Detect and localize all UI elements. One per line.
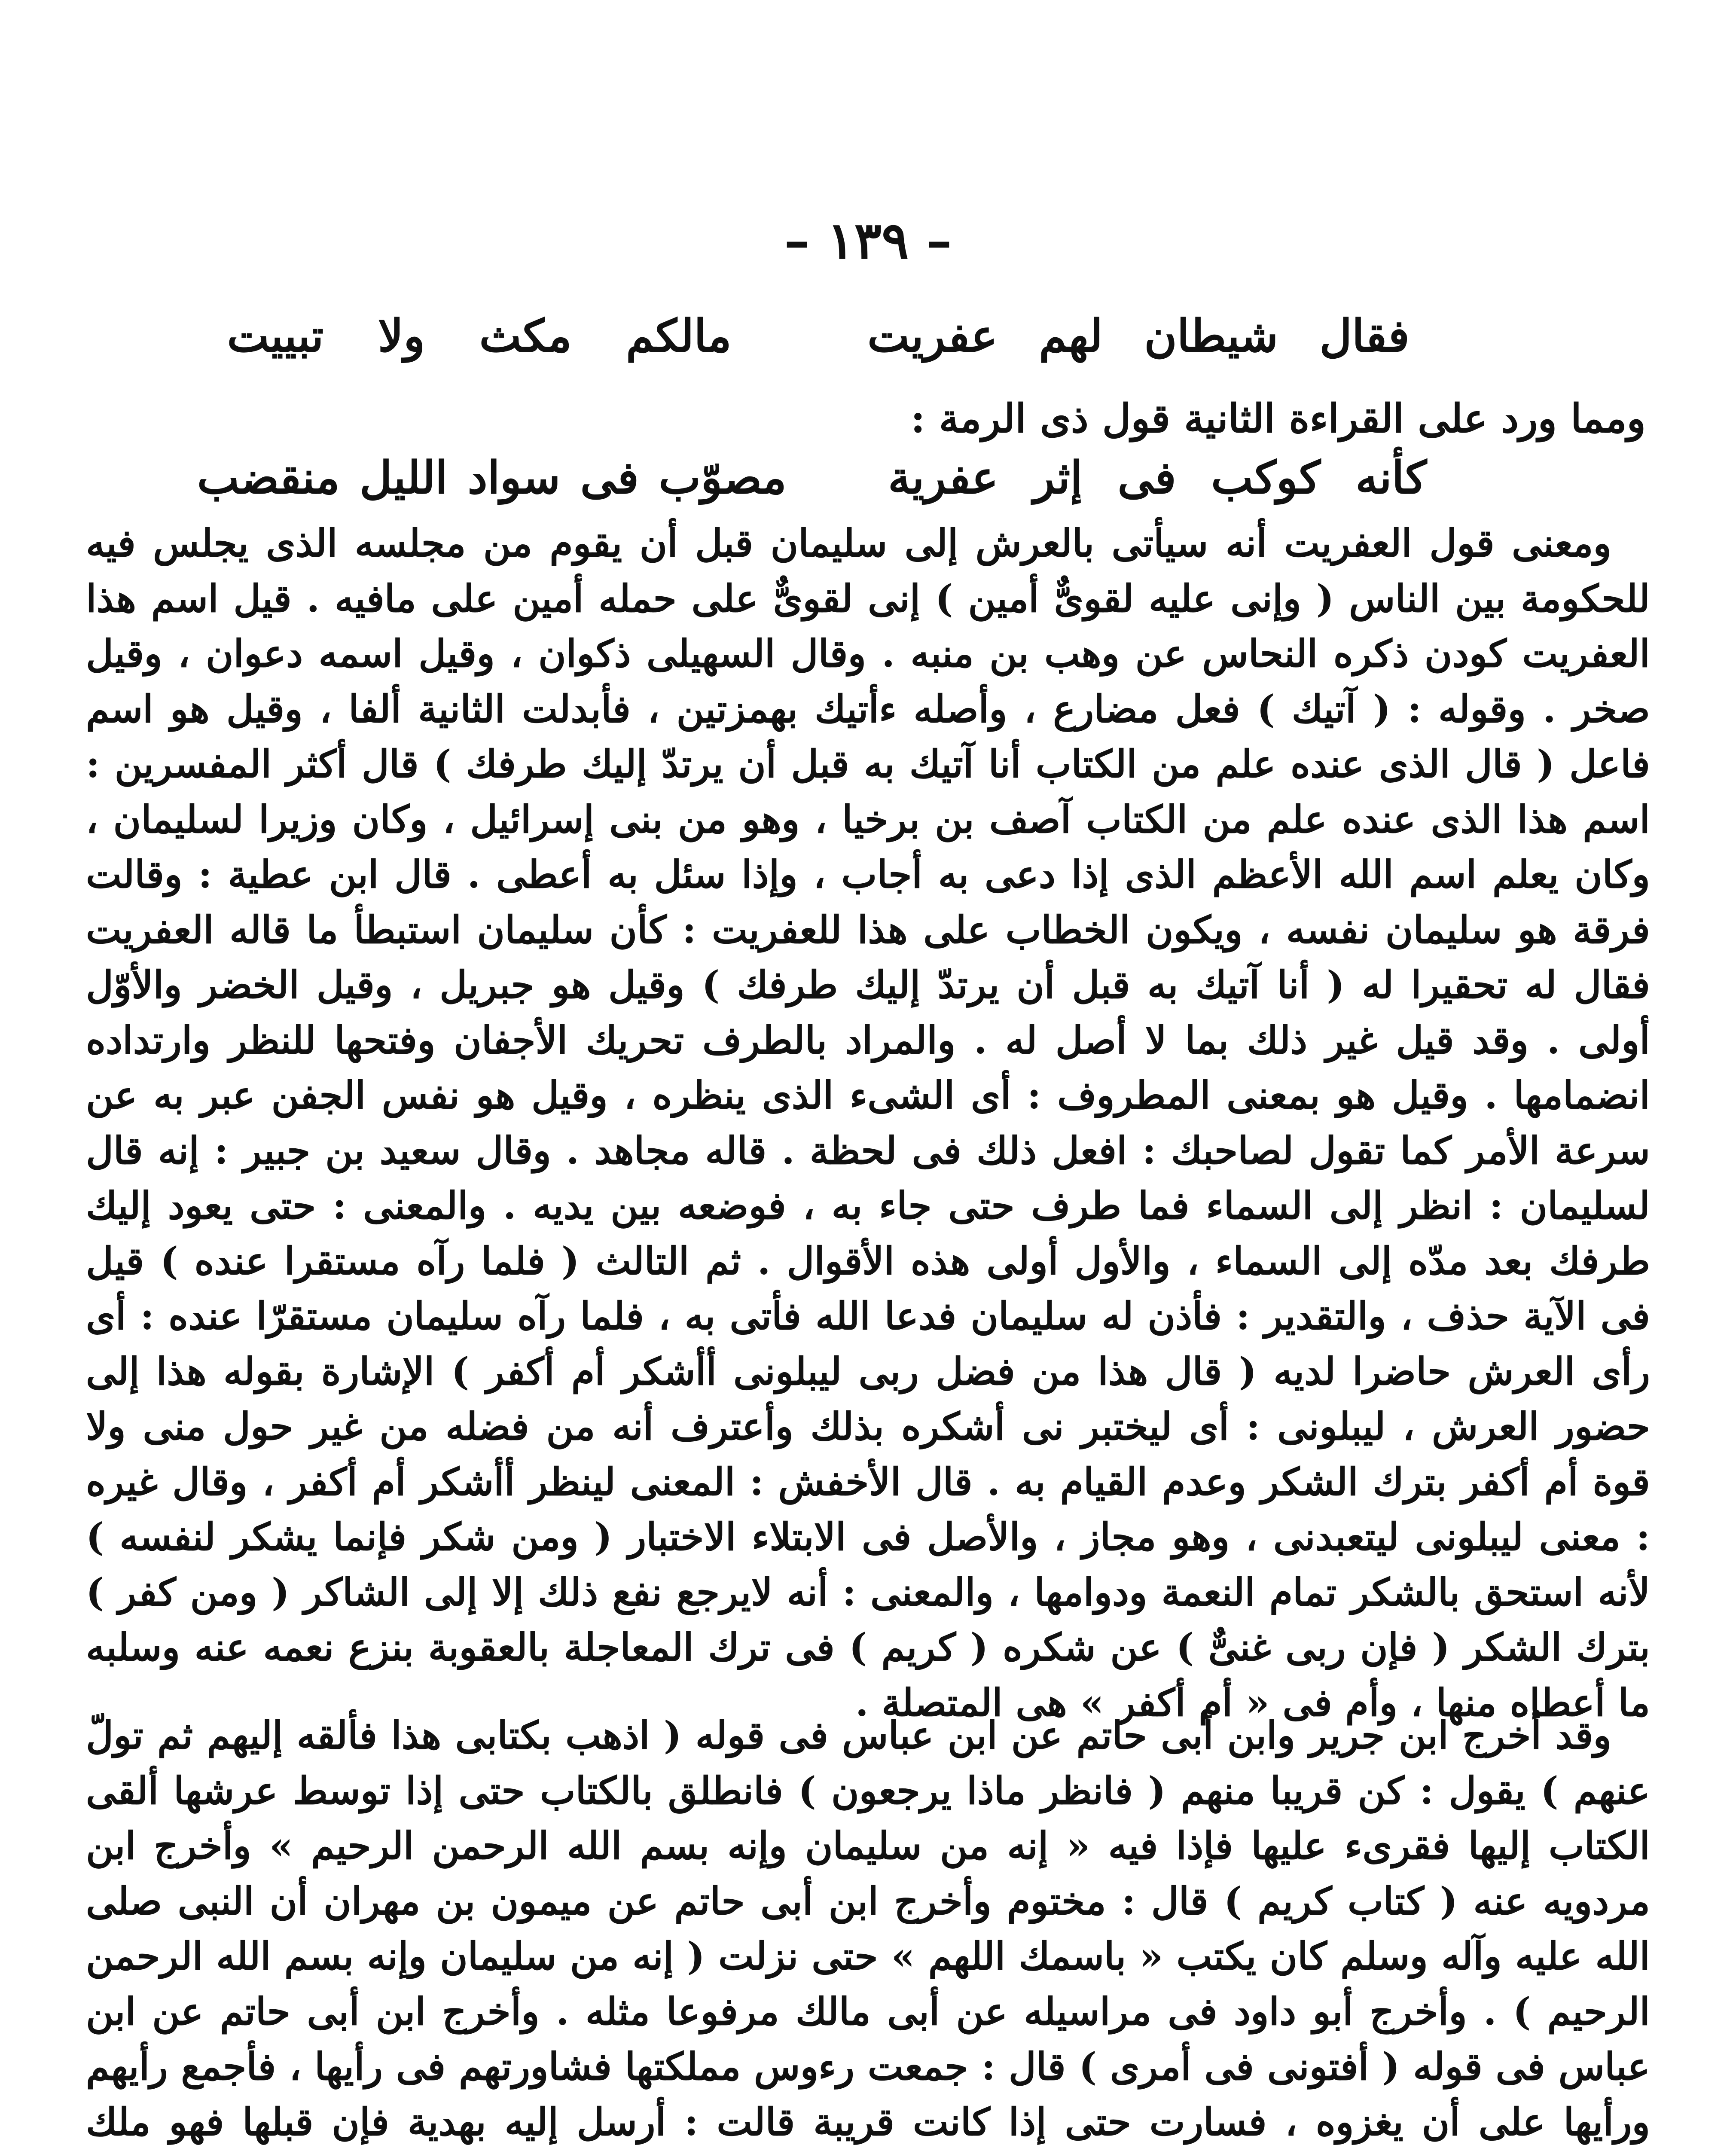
- body-paragraph-1: [86, 516, 1650, 1730]
- poetry-verse-1: [227, 309, 1410, 362]
- verse-introduction-line: ومما ورد على القراءة الثانية قول ذى الرمة :: [910, 395, 1646, 442]
- verse-2-second-hemistich: مصوّب فى سواد الليل منقضب: [197, 451, 787, 504]
- paragraph-text: وقد أخرج ابن جرير وابن أبى حاتم عن ابن عباس فى قوله ( اذهب بكتابى هذا فألقه إليهم ثم تولّ عنهم ) يقول : كن قريبا منهم ( فانظر ماذا يرجعون ) فانطلق بالكتاب حتى إذا توسط عرشها ألقى الكتاب إليها فقرىء عليها فإذا فيه « إنه من سليمان وإنه بسم الله الرحمن الرحيم » وأخرج ابن مردويه عنه ( كتاب كريم ) قال : مختوم وأخرج ابن أبى حاتم عن ميمون بن مهران أن النبى صلى الله عليه وآله وسلم كان يكتب « باسمك اللهم » حتى نزلت ( إنه من سليمان وإنه بسم الله الرحمن الرحيم ) . وأخرج أبو داود فى مراسيله عن أبى مالك مرفوعا مثله . وأخرج ابن أبى حاتم عن ابن عباس فى قوله ( أفتونى فى أمرى ) قال : جمعت رءوس مملكتها فشاورتهم فى رأيها ، فأجمع رأيهم ورأيها على أن يغزوه ، فسارت حتى إذا كانت قريبة قالت : أرسل إليه بهدية فإن قبلها فهو ملك: [86, 1713, 1650, 2144]
- verse-1-second-hemistich: مالكم مكث ولا تبييت: [227, 309, 732, 362]
- verse-2-first-hemistich: كأنه كوكب فى إثر عفرية: [888, 451, 1427, 504]
- verse-1-first-hemistich: فقال شيطان لهم عفريت: [867, 309, 1410, 362]
- poetry-verse-2: [197, 451, 1427, 504]
- paragraph-text: ومعنى قول العفريت أنه سيأتى بالعرش إلى سليمان قبل أن يقوم من مجلسه الذى يجلس فيه للحكومة بين الناس ( وإنى عليه لقوىٌّ أمين ) إنى لقوىٌّ على حمله أمين على مافيه . قيل اسم هذا العفريت كودن ذكره النحاس عن وهب بن منبه . وقال السهيلى ذكوان ، وقيل اسمه دعوان ، وقيل صخر . وقوله : ( آتيك ) فعل مضارع ، وأصله ءأتيك بهمزتين ، فأبدلت الثانية ألفا ، وقيل هو اسم فاعل ( قال الذى عنده علم من الكتاب أنا آتيك به قبل أن يرتدّ إليك طرفك ) قال أكثر المفسرين : اسم هذا الذى عنده علم من الكتاب آصف بن برخيا ، وهو من بنى إسرائيل ، وكان وزيرا لسليمان ، وكان يعلم اسم الله الأعظم الذى إذا دعى به أجاب ، وإذا سئل به أعطى . قال ابن عطية : وقالت فرقة هو سليمان نفسه ، ويكون الخطاب على هذا للعفريت : كأن سليمان استبطأ ما قاله العفريت فقال له تحقيرا له ( أنا آتيك به قبل أن يرتدّ إليك طرفك ) وقيل هو جبريل ، وقيل الخضر والأوّل أولى . وقد قيل غير ذلك بما لا أصل له . والمراد بالطرف تحريك الأجفان وفتحها للنظر وارتداده انضمامها . وقيل هو بمعنى المطروف : أى الشىء الذى ينظره ، وقيل هو نفس الجفن عبر به عن سرعة الأمر كما تقول لصاحبك : افعل ذلك فى لحظة . قاله مجاهد . وقال سعيد بن جبير : إنه قال لسليمان : انظر إلى السماء فما طرف حتى جاء به ، فوضعه بين يديه . والمعنى : حتى يعود إليك طرفك بعد مدّه إلى السماء ، والأول أولى هذه الأقوال . ثم التالث ( فلما رآه مستقرا عنده ) قيل فى الآية حذف ، والتقدير : فأذن له سليمان فدعا الله فأتى به ، فلما رآه سليمان مستقرّا عنده : أى رأى العرش حاضرا لديه ( قال هذا من فضل ربى ليبلونى أأشكر أم أكفر ) الإشارة بقوله هذا إلى حضور العرش ، ليبلونى : أى ليختبر نى أشكره بذلك وأعترف أنه من فضله من غير حول منى ولا قوة أم أكفر بترك الشكر وعدم القيام به . قال الأخفش : المعنى لينظر أأشكر أم أكفر ، وقال غيره : معنى ليبلونى ليتعبدنى ، وهو مجاز ، والأصل فى الابتلاء الاختبار ( ومن شكر فإنما يشكر لنفسه ) لأنه استحق بالشكر تمام النعمة ودوامها ، والمعنى : أنه لايرجع نفع ذلك إلا إلى الشاكر ( ومن كفر ) بترك الشكر ( فإن ربى غنىٌّ ) عن شكره ( كريم ) فى ترك المعاجلة بالعقوبة بنزع نعمه عنه وسلبه ما أعطاه منها ، وأم فى « أم أكفر » هى المتصلة .: [86, 521, 1651, 1725]
- body-paragraph-2: [86, 1708, 1650, 2148]
- page-number: – ١٣٩ –: [784, 211, 952, 270]
